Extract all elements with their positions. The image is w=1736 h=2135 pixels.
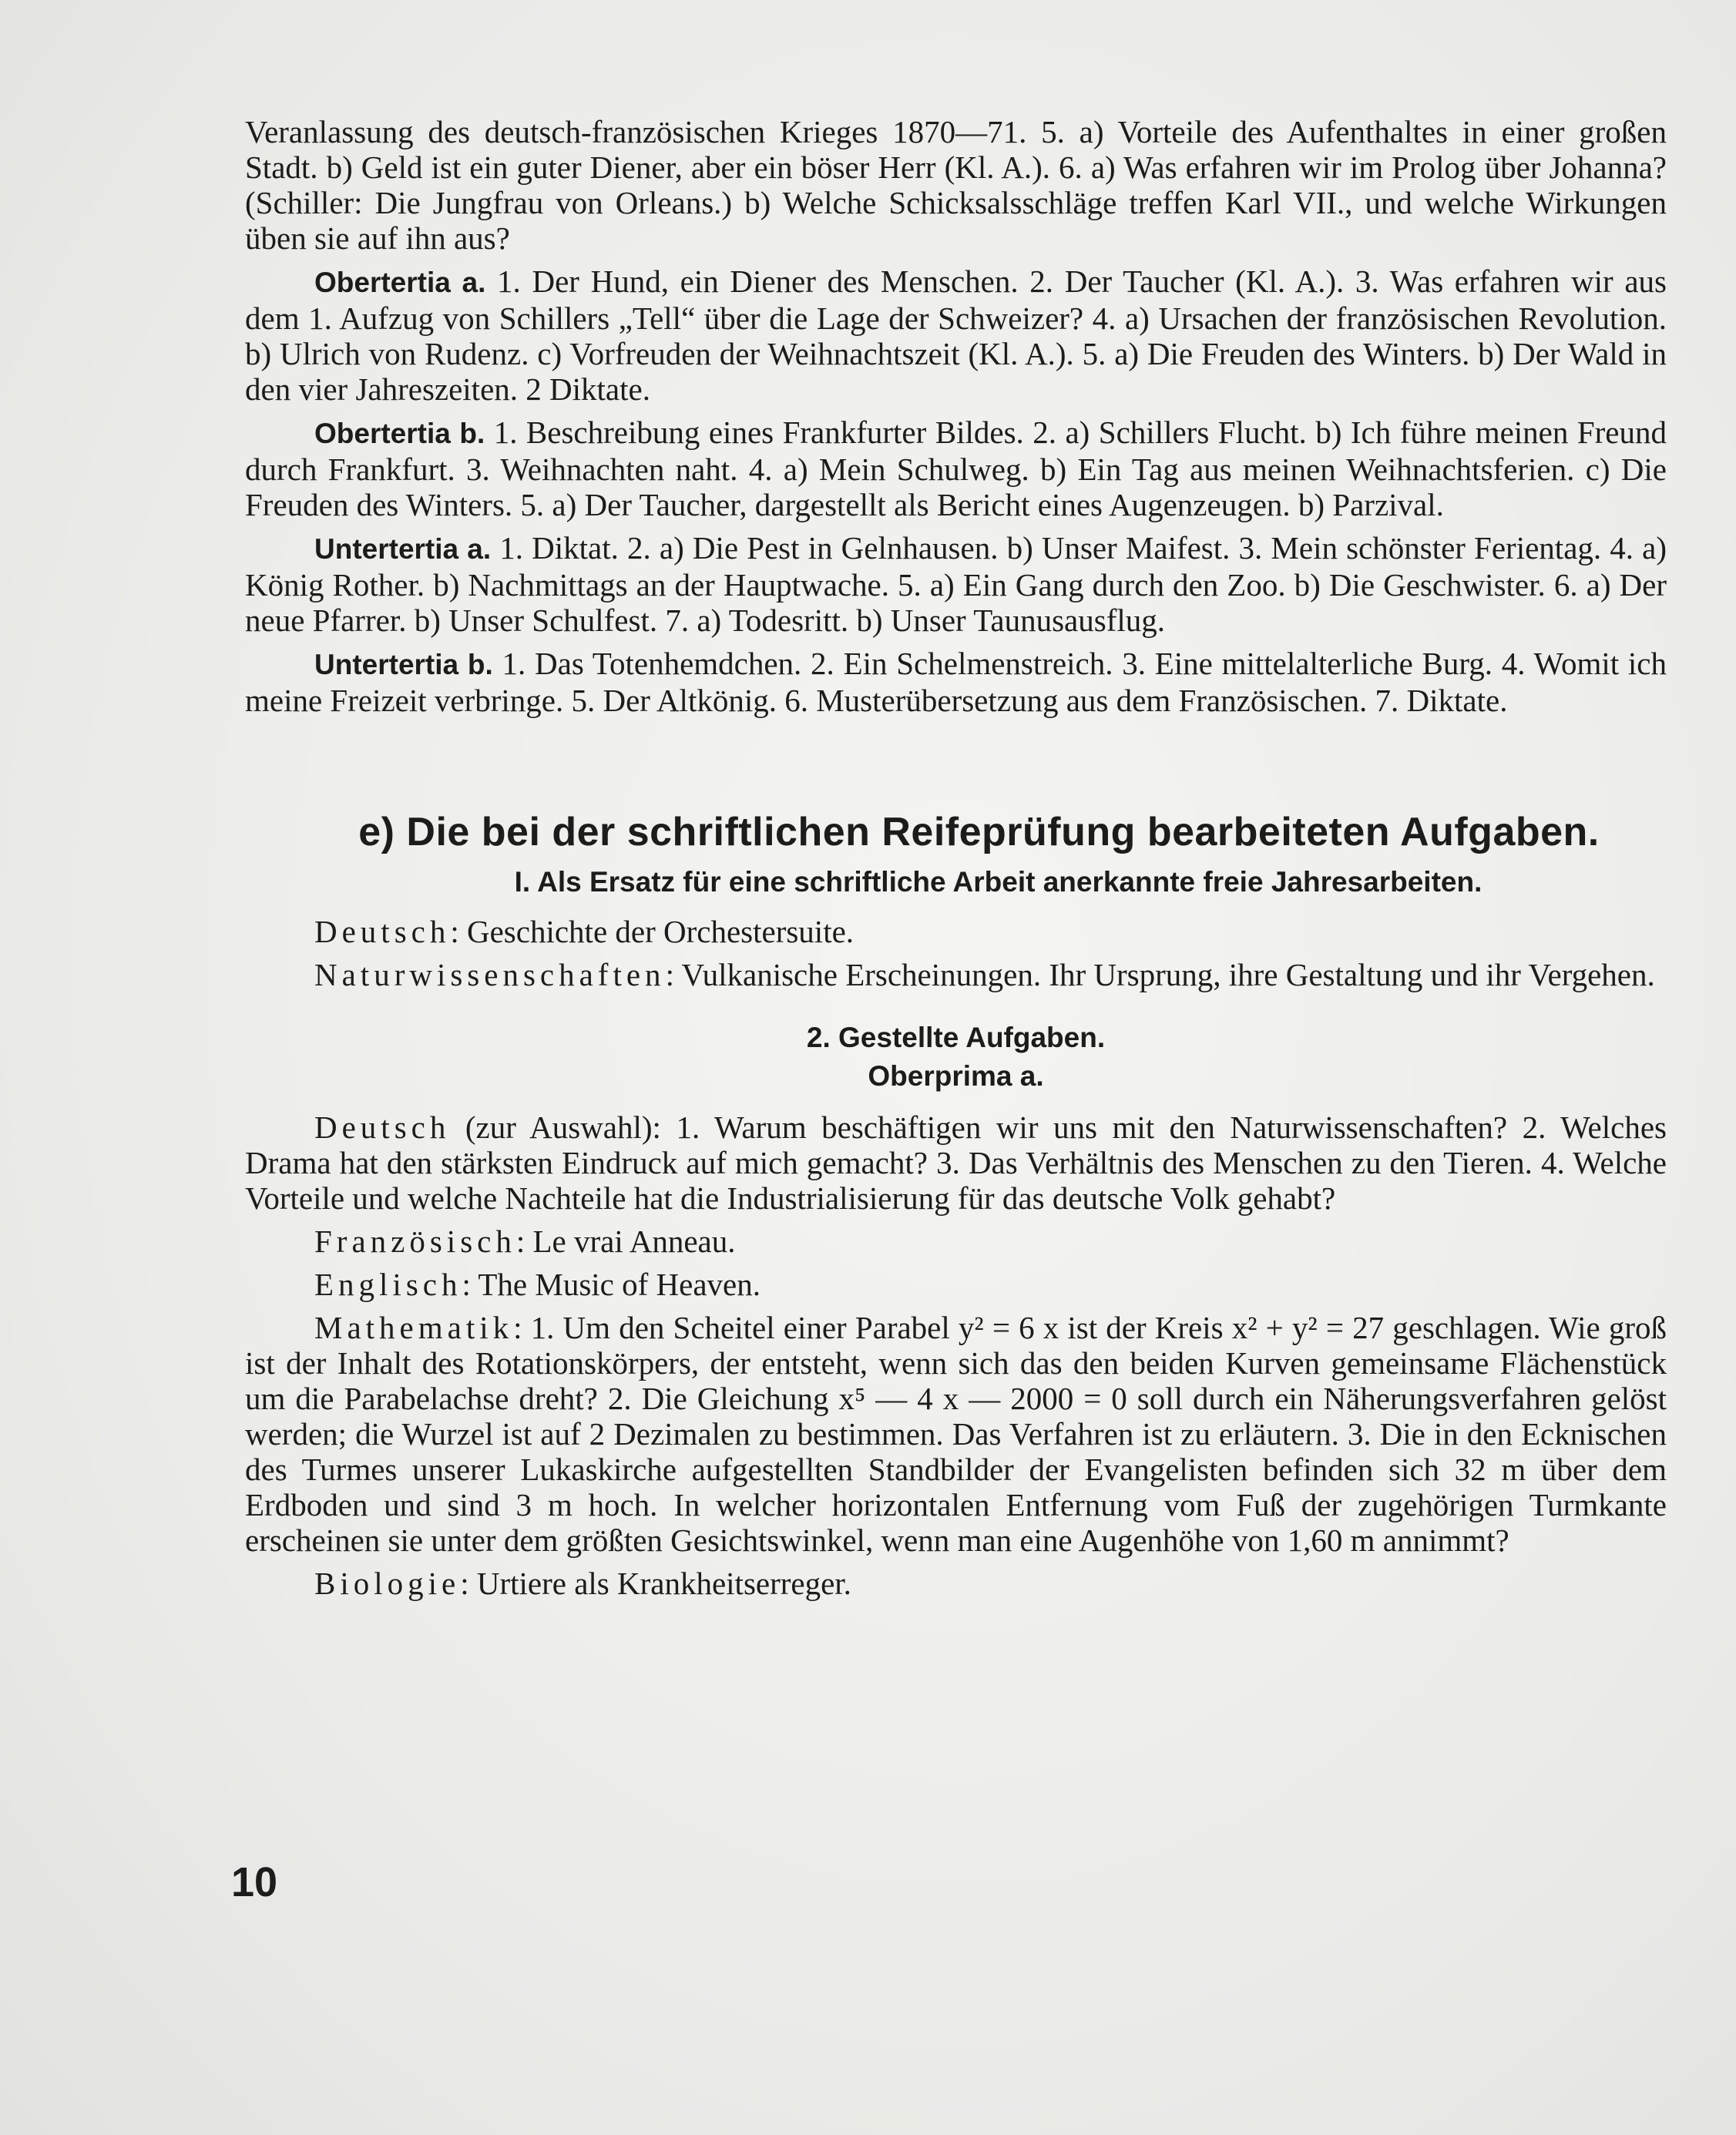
subject-label: Deutsch — [314, 1109, 451, 1145]
class-label: Obertertia b. — [314, 418, 485, 449]
subject-label: Biologie — [314, 1566, 461, 1601]
paragraph-obertertia-b: Obertertia b. 1. Beschreibung eines Frankfurter Bildes. 2. a) Schillers Flucht. b) Ich führe meinen Freund durch Frankfurt. 3. Weihnachten naht. 4. a) Mein Schulweg. b) Ein Tag aus meinen Weihnachtsferien. c) Die Freuden des Winters. 5. a) Der Taucher, dargestellt als Bericht eines Augenzeugen. b) Parzival. — [245, 415, 1667, 522]
paragraph-naturwissenschaften: Naturwissenschaften: Vulkanische Erscheinungen. Ihr Ursprung, ihre Gestaltung und ihr Vergehen. — [314, 957, 1655, 992]
paragraph-englisch: Englisch: The Music of Heaven. — [314, 1267, 761, 1302]
paragraph-deutsch-auswahl: Deutsch (zur Auswahl): 1. Warum beschäftigen wir uns mit den Naturwissenschaften? 2. Welches Drama hat den stärksten Eindruck auf mich gemacht? 3. Das Verhältnis des Menschen zu den Tieren. 4. Welche Vorteile und welche Nachteile hat die Industrialisierung für das deutsche Volk gehabt? — [245, 1109, 1667, 1216]
subject-label: Naturwissenschaften — [314, 957, 666, 992]
paragraph-deutsch-jahresarbeit: Deutsch: Geschichte der Orchestersuite. — [314, 914, 855, 949]
paragraph-franzoesisch: Französisch: Le vrai Anneau. — [314, 1224, 736, 1259]
paragraph-continuation: Veranlassung des deutsch-französischen Krieges 1870—71. 5. a) Vorteile des Aufenthaltes in einer großen Stadt. b) Geld ist ein guter Diener, aber ein böser Herr (Kl. A.). 6. a) Was erfahren wir im Prolog über Johanna? (Schiller: Die Jungfrau von Orleans.) b) Welche Schicksalsschläge treffen Karl VII., und welche Wirkungen üben sie auf ihn aus? — [245, 114, 1667, 256]
class-label: Obertertia a. — [314, 267, 486, 298]
subject-label: Mathematik — [314, 1310, 514, 1345]
page-content — [245, 114, 1667, 1601]
paragraph-biologie: Biologie: Urtiere als Krankheitserreger. — [314, 1566, 851, 1601]
subsection-heading-gestellte-aufgaben: 2. Gestellte Aufgaben. — [806, 1022, 1106, 1053]
subject-label: Französisch — [314, 1224, 516, 1259]
subject-label: Deutsch — [314, 914, 451, 949]
page-number: 10 — [231, 1859, 278, 1905]
section-heading-e: e) Die bei der schriftlichen Reifeprüfung bearbeiteten Aufgaben. — [358, 810, 1600, 854]
paragraph-untertertia-b: Untertertia b. 1. Das Totenhemdchen. 2. Ein Schelmenstreich. 3. Eine mittelalterliche Burg. 4. Womit ich meine Freizeit verbringe. 5. Der Altkönig. 6. Musterübersetzung aus dem Französischen. 7. Diktate. — [245, 646, 1667, 718]
subsection-heading-jahresarbeiten: I. Als Ersatz für eine schriftliche Arbeit anerkannte freie Jahresarbeiten. — [514, 866, 1482, 898]
paragraph-untertertia-a: Untertertia a. 1. Diktat. 2. a) Die Pest in Gelnhausen. b) Unser Maifest. 3. Mein schönster Ferientag. 4. a) König Rother. b) Nachmittags an der Hauptwache. 5. a) Ein Gang durch den Zoo. b) Die Geschwister. 6. a) Der neue Pfarrer. b) Unser Schulfest. 7. a) Todesritt. b) Unser Taunusausflug. — [245, 530, 1667, 638]
paragraph-obertertia-a: Obertertia a. 1. Der Hund, ein Diener des Menschen. 2. Der Taucher (Kl. A.). 3. Was erfahren wir aus dem 1. Aufzug von Schillers „Tell“ über die Lage der Schweizer? 4. a) Ursachen der französischen Revolution. b) Ulrich von Rudenz. c) Vorfreuden der Weihnachtszeit (Kl. A.). 5. a) Die Freuden des Winters. b) Der Wald in den vier Jahreszeiten. 2 Diktate. — [245, 264, 1667, 407]
class-label: Untertertia a. — [314, 533, 492, 565]
paragraph-mathematik: Mathematik: 1. Um den Scheitel einer Parabel y² = 6 x ist der Kreis x² + y² = 27 geschlagen. Wie groß ist der Inhalt des Rotationskörpers, der entsteht, wenn sich das den beiden Kurven gemeinsame Flächenstück um die Parabelachse dreht? 2. Die Gleichung x⁵ — 4 x — 2000 = 0 soll durch ein Näherungsverfahren gelöst werden; die Wurzel ist auf 2 Dezimalen zu bestimmen. Das Verfahren ist zu erläutern. 3. Die in den Ecknischen des Turmes unserer Lukaskirche aufgestellten Standbilder der Evangelisten befinden sich 32 m über dem Erdboden und sind 3 m hoch. In welcher horizontalen Entfernung vom Fuß der zugehörigen Turmkante erscheinen sie unter dem größten Gesichtswinkel, wenn man eine Augenhöhe von 1,60 m annimmt? — [245, 1310, 1667, 1558]
class-label: Untertertia b. — [314, 649, 493, 680]
class-heading-oberprima-a: Oberprima a. — [868, 1060, 1044, 1092]
subject-label: Englisch — [314, 1267, 462, 1302]
